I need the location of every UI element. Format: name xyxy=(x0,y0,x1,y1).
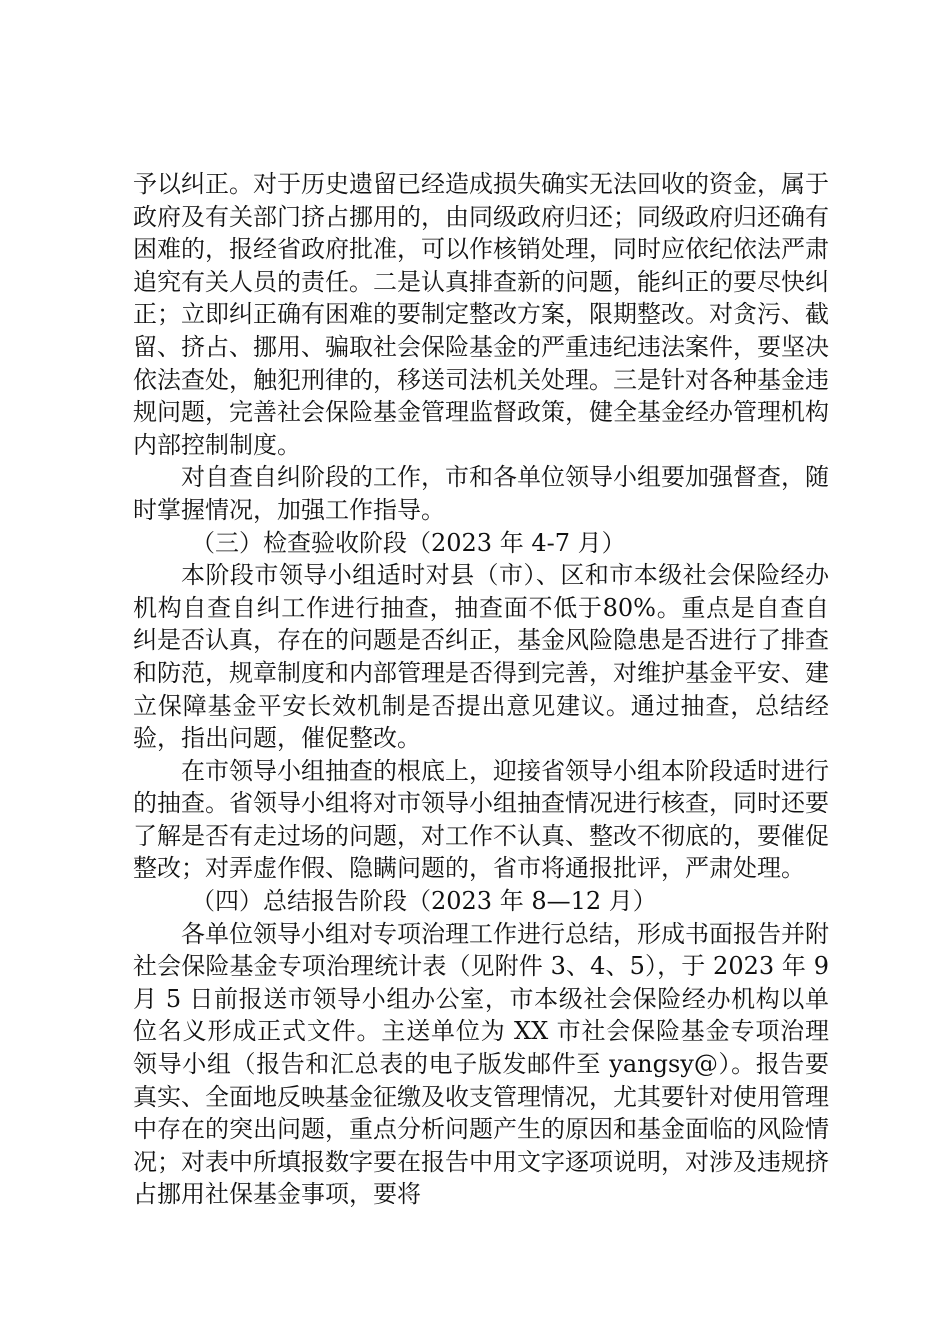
paragraph-supervision: 对自查自纠阶段的工作，市和各单位领导小组要加强督查，随时掌握情况，加强工作指导。 xyxy=(133,463,829,524)
paragraph-correction-measures: 予以纠正。对于历史遗留已经造成损失确实无法回收的资金，属于政府及有关部门挤占挪用的，由同级政府归还；同级政府归还确有困难的，报经省政府批准，可以作核销处理，同时应依纪依法严肃追究有关人员的责任。二是认真排查新的问题，能纠正的要尽快纠正；立即纠正确有困难的要制定整改方案，限期整改。对贪污、截留、挤占、挪用、骗取社会保险基金的严重违纪违法案件，要坚决依法查处，触犯刑律的，移送司法机关处理。三是针对各种基金违规问题，完善社会保险基金管理监督政策，健全基金经办管理机构内部控制制度。 xyxy=(133,170,829,459)
section-heading-summary: （四）总结报告阶段（2023 年 8—12 月） xyxy=(191,887,657,916)
document-page xyxy=(133,168,829,1211)
section-heading-inspection: （三）检查验收阶段（2023 年 4-7 月） xyxy=(191,528,626,557)
paragraph-summary-report: 各单位领导小组对专项治理工作进行总结，形成书面报告并附社会保险基金专项治理统计表（见附件 3、4、5），于 2023 年 9 月 5 日前报送市领导小组办公室，市本级社会保险经办机构以单位名义形成正式文件。主送单位为 XX 市社会保险基金专项治理领导小组（报告和汇总表的电子版发邮件至 yangsy@）。报告要真实、全面地反映基金征缴及收支管理情况，尤其要针对使用管理中存在的突出问题，重点分析问题产生的原因和基金面临的风险情况；对表中所填报数字要在报告中用文字逐项说明，对涉及违规挤占挪用社保基金事项，要将 xyxy=(133,919,829,1209)
paragraph-inspection-stage: 本阶段市领导小组适时对县（市）、区和市本级社会保险经办机构自查自纠工作进行抽查，抽查面不低于80%。重点是自查自纠是否认真，存在的问题是否纠正，基金风险隐患是否进行了排查和防范，规章制度和内部管理是否得到完善，对维护基金平安、建立保障基金平安长效机制是否提出意见建议。通过抽查，总结经验，指出问题，催促整改。 xyxy=(133,561,829,753)
paragraph-provincial-check: 在市领导小组抽查的根底上，迎接省领导小组本阶段适时进行的抽查。省领导小组将对市领导小组抽查情况进行核查，同时还要了解是否有走过场的问题，对工作不认真、整改不彻底的，要催促整改；对弄虚作假、隐瞒问题的，省市将通报批评，严肃处理。 xyxy=(133,756,829,883)
